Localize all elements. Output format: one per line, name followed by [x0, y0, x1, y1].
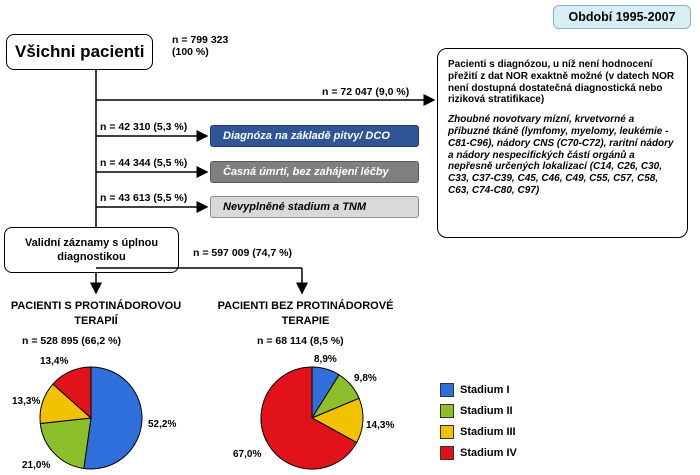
note-detail: Zhoubné novotvary mízní, krvetvorné a příbuzné tkáně (lymfomy, myelomy, leukémie - C81-C96), nádory CNS (C70-C72), raritní nádory a nádory nespecifických částí orgánů a nepřesně určených lokalizací (C14, C26, C30, C33, C37-C39, C45, C46, C49, C55, C57, C58, C63, C74-C80, C97) [448, 114, 674, 196]
group-2-count: n = 68 114 (8,5 %) [257, 335, 344, 347]
group-2-title-line1: PACIENTI BEZ PROTINÁDOROVÉ [217, 300, 394, 312]
all-patients-pct: (100 %) [172, 46, 209, 58]
legend-swatch-stage1 [440, 383, 454, 397]
group-2-title-line2: TERAPIE [281, 314, 330, 327]
pie1-slice-stage1 [84, 367, 142, 469]
period-badge: Období 1995-2007 [553, 5, 691, 29]
valid-records-count: n = 597 009 (74,7 %) [193, 247, 292, 259]
pie2-label-stage3: 14,3% [366, 420, 395, 431]
legend-stage3 [440, 424, 516, 439]
pie2-label-stage1: 8,9% [314, 354, 337, 365]
legend-label-stage3: Stadium III [460, 425, 516, 438]
legend-swatch-stage4 [440, 446, 454, 460]
exclusion-2-count: n = 44 344 (5,5 %) [100, 157, 188, 169]
legend-swatch-stage3 [440, 425, 454, 439]
exclusion-3-label: Nevyplněné stadium a TNM [223, 201, 367, 213]
legend-stage4 [440, 445, 517, 460]
exclusion-1-label: Diagnóza na základě pitvy/ DCO [223, 130, 390, 142]
excluded-note-count: n = 72 047 (9,0 %) [322, 86, 410, 98]
group-1-title-line2: TERAPIÍ [74, 314, 118, 327]
pie1-label-stage3: 13,3% [12, 396, 41, 407]
legend-stage2 [440, 403, 513, 418]
pie1-label-stage2: 21,0% [22, 460, 51, 471]
pie-with-therapy [40, 367, 142, 469]
valid-records-label: Validní záznamy s úplnou diagnostikou [24, 236, 159, 263]
legend-stage1 [440, 382, 510, 397]
pie1-label-stage1: 52,2% [148, 419, 177, 430]
legend-label-stage4: Stadium IV [460, 446, 517, 459]
pie2-label-stage2: 9,8% [354, 373, 377, 384]
pie-without-therapy [261, 367, 363, 469]
exclusion-2-label: Časná úmrtí, bez zahájení léčby [223, 166, 389, 178]
pie2-label-stage4: 67,0% [233, 449, 262, 460]
all-patients-n: n = 799 323 [172, 34, 229, 46]
exclusion-1-count: n = 42 310 (5,3 %) [100, 121, 188, 133]
note-heading: Pacienti s diagnózou, u níž není hodnocení přežití z dat NOR exaktně možné (v datech NOR není dostupná dostatečná diagnostická nebo riziková stratifikace) [448, 59, 675, 106]
all-patients-label: Všichni pacienti [15, 42, 145, 61]
pie1-label-stage4: 13,4% [40, 356, 69, 367]
exclusion-3-count: n = 43 613 (5,5 %) [100, 192, 188, 204]
legend-label-stage1: Stadium I [460, 383, 510, 396]
group-1-count: n = 528 895 (66,2 %) [22, 335, 121, 347]
group-1-title-line1: PACIENTI S PROTINÁDOROVOU [10, 300, 182, 312]
legend-label-stage2: Stadium II [460, 404, 513, 417]
legend-swatch-stage2 [440, 404, 454, 418]
